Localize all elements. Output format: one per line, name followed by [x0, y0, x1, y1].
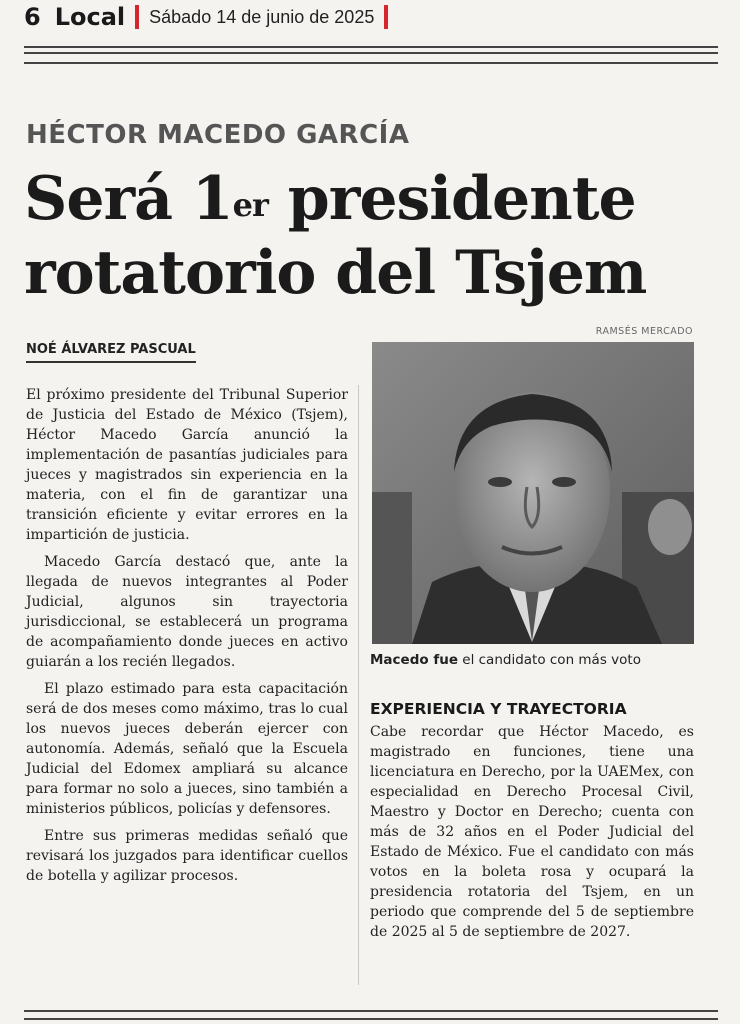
- header-rule-bottom: [24, 62, 718, 64]
- header-red-divider: [135, 5, 139, 29]
- issue-date: Sábado 14 de junio de 2025: [149, 6, 375, 27]
- paragraph: El plazo estimado para esta capacitación será de dos meses como máximo, tras lo cual los nuevos jueces deberán ejercer con autonomía. Además, señaló que la Escuela Judicial del Edomex ampliará su alcance para formar no solo a jueces, sino también a ministerios públicos, policías y defensores.: [26, 681, 348, 817]
- byline: NOÉ ÁLVAREZ PASCUAL: [26, 342, 196, 363]
- paragraph: Cabe recordar que Héctor Macedo, es magistrado en funciones, tiene una licenciatura en Derecho, por la UAEMex, con especialidad en Derecho Procesal Civil, Maestro y Doctor en Derecho; cuenta con más de 32 años en el Poder Judicial del Estado de México. Fue el candidato con más votos en la boleta rosa y ocupará la presidencia rotatoria del Tsjem, en un periodo que comprende del 5 de septiembre de 2025 al 5 de septiembre de 2027.: [370, 724, 694, 940]
- footer-rule-bottom: [24, 1018, 718, 1020]
- photo-caption: [370, 652, 700, 668]
- footer-rule-top: [24, 1010, 718, 1012]
- article-body-right: [370, 722, 694, 949]
- paragraph: El próximo presidente del Tribunal Superior de Justicia del Estado de México (Tsjem), Héctor Macedo García anunció la implementación de pasantías judiciales para jueces y magistrados sin experiencia en la materia, con el fin de garantizar una transición eficiente y evitar errores en la impartición de justicia.: [26, 387, 348, 543]
- section-name: Local: [54, 3, 126, 31]
- paragraph: Entre sus primeras medidas señaló que revisará los juzgados para identificar cuellos de botella y agilizar procesos.: [26, 828, 348, 884]
- photo-credit: RAMSÉS MERCADO: [595, 326, 693, 337]
- headline-line2: rotatorio del Tsjem: [24, 238, 647, 308]
- article-body-left: [26, 385, 348, 893]
- headline-superscript: er: [232, 186, 268, 224]
- caption-text: el candidato con más voto: [457, 652, 641, 668]
- header-rule-mid: [24, 52, 718, 54]
- page-number: 6: [24, 3, 41, 31]
- headline: [24, 162, 724, 310]
- header-red-divider-end: [384, 5, 388, 29]
- paragraph: Macedo García destacó que, ante la llegada de nuevos integrantes al Poder Judicial, algunos sin trayectoria jurisdiccional, se establecerá un programa de acompañamiento donde jueces en activo guiarán a los recién llegados.: [26, 554, 348, 670]
- headline-line1-b: presidente: [267, 164, 636, 234]
- portrait-illustration: [372, 342, 694, 644]
- article-photo: [372, 342, 694, 644]
- section-subhead: EXPERIENCIA Y TRAYECTORIA: [370, 700, 627, 718]
- column-divider: [358, 385, 359, 985]
- header-rule-top: [24, 46, 718, 48]
- headline-line1-a: Será 1: [24, 164, 233, 234]
- page-header: [24, 0, 398, 34]
- caption-bold: Macedo fue: [370, 652, 458, 668]
- kicker: HÉCTOR MACEDO GARCÍA: [26, 120, 410, 150]
